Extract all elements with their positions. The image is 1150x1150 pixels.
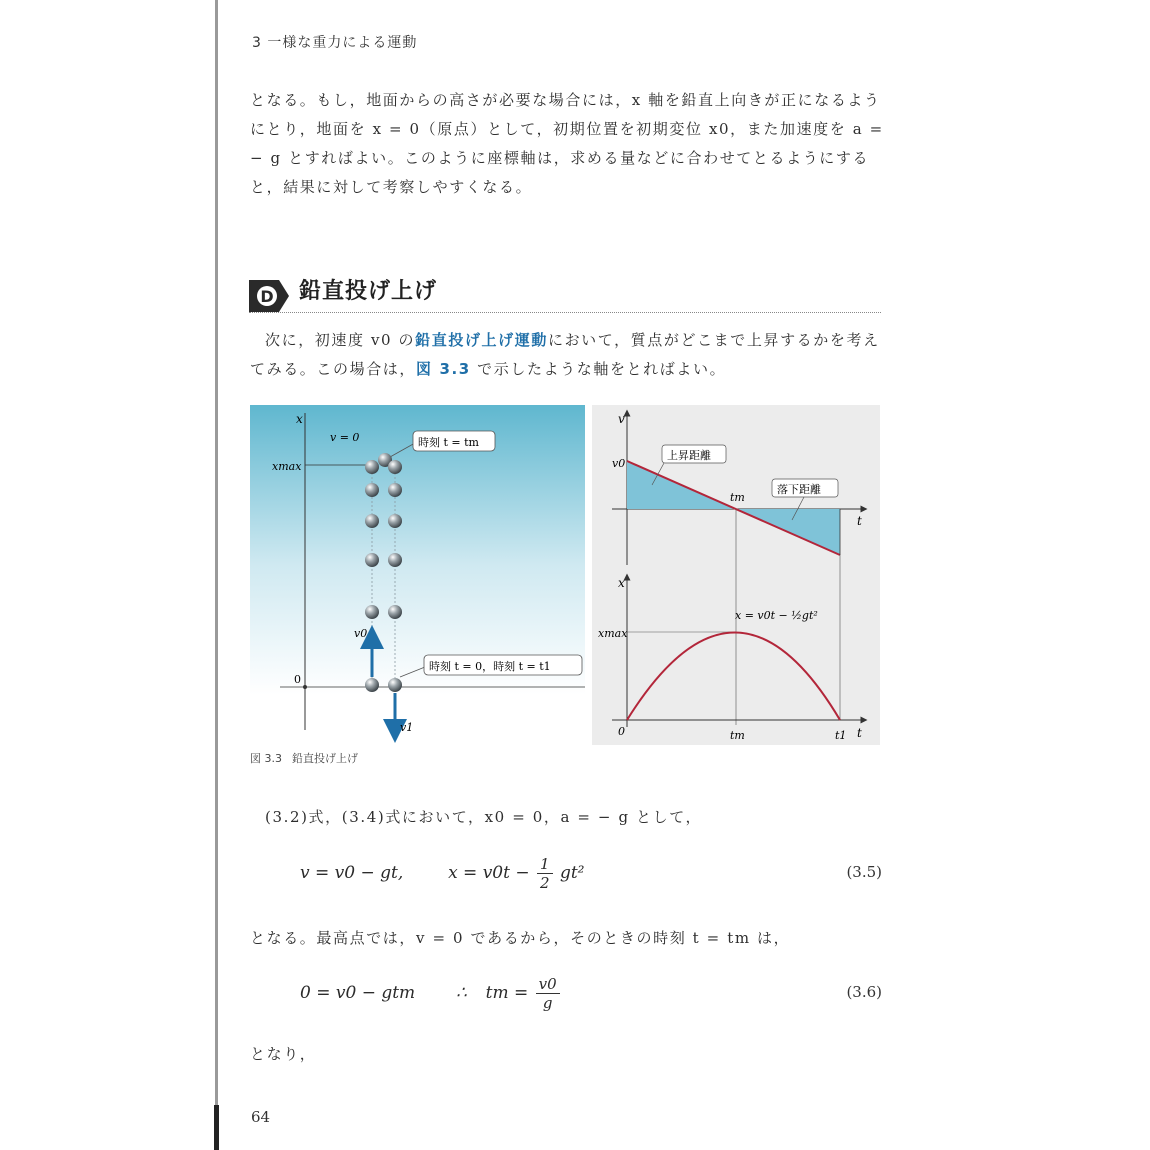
figure-reference-link[interactable]: 図 3.3 (416, 360, 471, 378)
callout-bottom-text: 時刻 t = 0，時刻 t = t1 (429, 660, 551, 673)
xt-origin-label: 0 (618, 725, 625, 738)
rise-label: 上昇距離 (667, 449, 711, 462)
ball (365, 514, 379, 528)
v-zero-label: v = 0 (330, 431, 360, 444)
running-head: 3 一様な重力による運動 (252, 35, 418, 51)
section-heading (249, 272, 881, 313)
xt-t1-label: t1 (835, 729, 847, 742)
section-paragraph: 次に，初速度 v0 の鉛直投げ上げ運動において，質点がどこまで上昇するかを考えてみる。この場合は，図 3.3 で示したような軸をとればよい。 (250, 331, 880, 378)
vt-v0-label: v0 (612, 457, 626, 470)
xt-label-x: x (618, 576, 625, 590)
ball (388, 460, 402, 474)
top-point-paragraph: となる。最高点では，v = 0 であるから，そのときの時刻 t = tm は， (250, 929, 791, 947)
ball (388, 553, 402, 567)
book-spine-edge (214, 1105, 219, 1150)
caption-text: 鉛直投げ上げ (292, 752, 358, 765)
keyword-vertical-throw: 鉛直投げ上げ運動 (415, 331, 548, 349)
section-badge-letter: D (260, 287, 274, 306)
origin-dot (303, 685, 307, 689)
book-spine (215, 0, 218, 1150)
xt-label-t: t (857, 726, 862, 740)
section-title: 鉛直投げ上げ (299, 279, 438, 304)
vt-label-v: v (618, 412, 625, 426)
xmax-label: xmax (272, 460, 302, 473)
fall-label: 落下距離 (777, 483, 821, 496)
figure-3-3-trajectory (250, 405, 585, 743)
ball (365, 605, 379, 619)
ball (388, 605, 402, 619)
xt-xmax-label: xmax (598, 627, 628, 640)
callout-top-text: 時刻 t = tm (418, 436, 479, 449)
section-d-badge-icon (249, 276, 291, 312)
equation-number-3-5: (3.5) (846, 863, 882, 881)
equation-3-6: 0 = v0 − gtm ∴ tm = $\frac{v0}{g}$ (3.6) (300, 975, 882, 1012)
axis-label-x: x (296, 412, 303, 426)
ball (365, 553, 379, 567)
caption-number: 図 3.3 (250, 752, 282, 765)
ball (388, 483, 402, 497)
origin-label: 0 (294, 673, 301, 686)
ball (365, 483, 379, 497)
vt-tm-label: tm (730, 491, 745, 504)
xt-tm-label: tm (730, 729, 745, 742)
final-paragraph: となり， (250, 1045, 317, 1063)
figure-caption (250, 750, 358, 766)
ball (388, 514, 402, 528)
v0-label: v0 (354, 627, 368, 640)
intro-paragraph: となる。もし，地面からの高さが必要な場合には，x 軸を鉛直上向きが正になるようにとり，地面を x = 0（原点）として，初期位置を初期変位 x0，また加速度を a = − g とすればよい。このように座標軸は，求める量などに合わせてとるようにすると，結果に対して考察しやすくなる。 (250, 91, 884, 196)
equation-intro-paragraph: (3.2)式，(3.4)式において，x0 = 0，a = − g として， (265, 808, 703, 826)
page-number: 64 (251, 1108, 271, 1126)
vt-label-t: t (857, 514, 862, 528)
equation-number-3-6: (3.6) (846, 983, 882, 1001)
v1-label: v1 (400, 721, 414, 734)
figure-3-3-graphs (592, 405, 880, 745)
ball (388, 678, 402, 692)
xt-formula: x = v0t − ½gt² (735, 609, 818, 622)
equation-3-5: v = v0 − gt, x = v0t − $\frac{1}{2}$ gt² (3.5) (300, 855, 882, 892)
ball (365, 678, 379, 692)
ball (365, 460, 379, 474)
